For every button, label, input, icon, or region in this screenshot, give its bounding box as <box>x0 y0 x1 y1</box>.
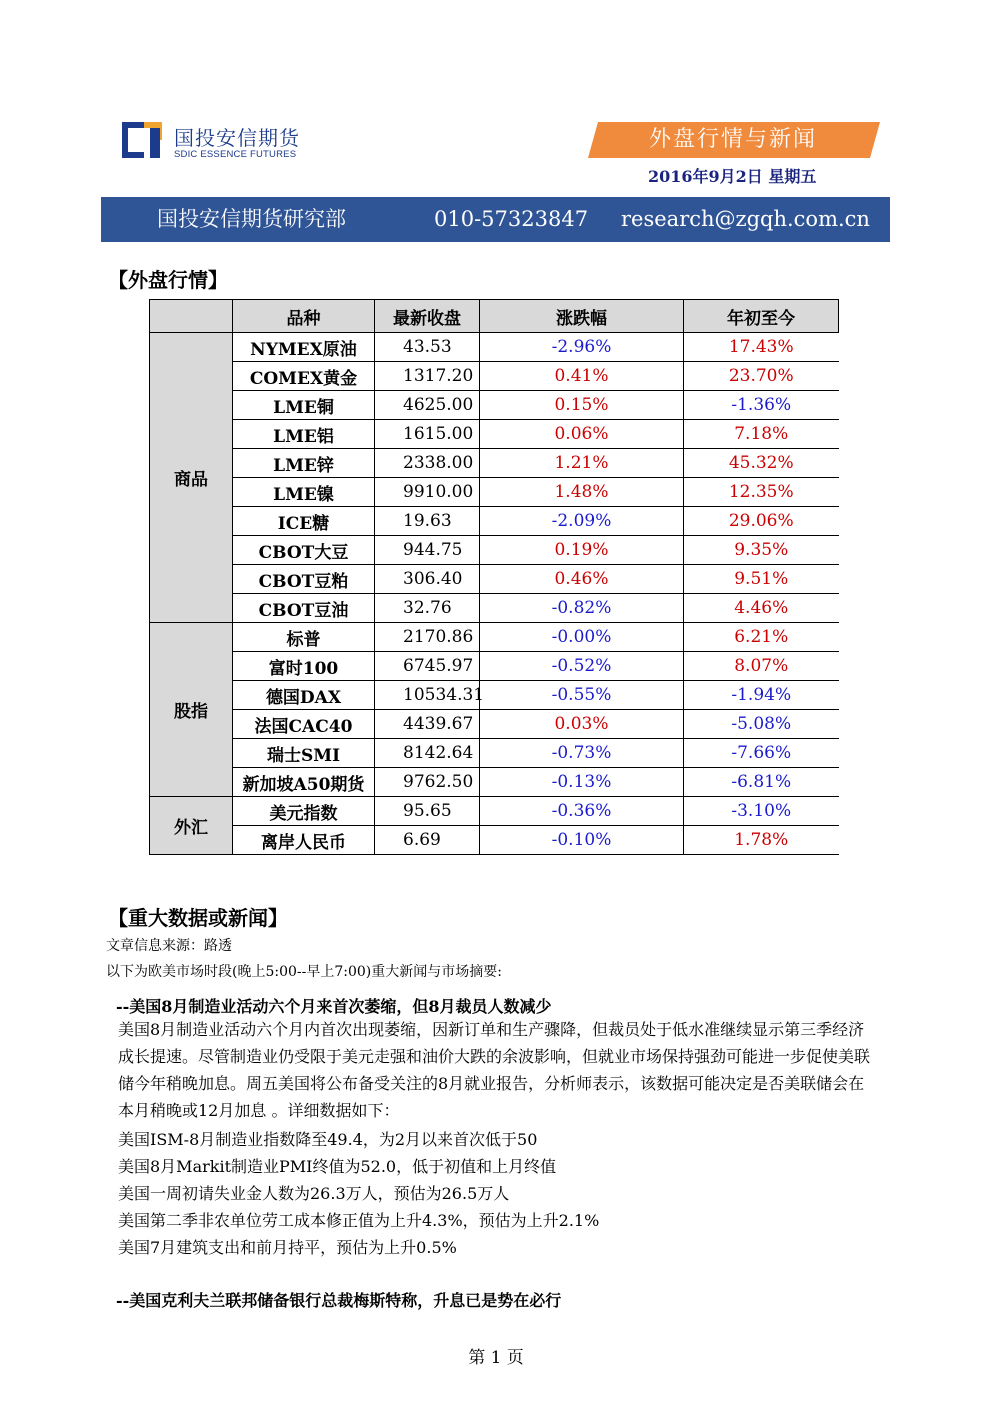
instrument-name-cell: COMEX黄金 <box>233 362 375 391</box>
contact-email-link[interactable]: research@zgqh.com.cn <box>621 207 870 231</box>
close-price-cell: 2170.86 <box>375 623 480 652</box>
ytd-cell: -1.94% <box>684 681 839 710</box>
market-quotes-table <box>149 299 839 855</box>
change-cell: -0.10% <box>480 826 684 855</box>
change-cell: -2.09% <box>480 507 684 536</box>
change-cell: -0.13% <box>480 768 684 797</box>
header-close: 最新收盘 <box>375 300 480 333</box>
ytd-cell: 8.07% <box>684 652 839 681</box>
close-price-cell: 2338.00 <box>375 449 480 478</box>
table-row <box>150 507 839 536</box>
instrument-name-cell: ICE糖 <box>233 507 375 536</box>
table-row <box>150 739 839 768</box>
table-row <box>150 681 839 710</box>
instrument-name-cell: CBOT大豆 <box>233 536 375 565</box>
ytd-cell: -5.08% <box>684 710 839 739</box>
change-cell: -0.52% <box>480 652 684 681</box>
ytd-cell: 1.78% <box>684 826 839 855</box>
close-price-cell: 306.40 <box>375 565 480 594</box>
change-cell: 0.15% <box>480 391 684 420</box>
instrument-name-cell: 美元指数 <box>233 797 375 826</box>
ytd-cell: 23.70% <box>684 362 839 391</box>
ytd-cell: 7.18% <box>684 420 839 449</box>
company-logo <box>122 118 322 166</box>
change-cell: 1.48% <box>480 478 684 507</box>
table-row <box>150 536 839 565</box>
brand-name-cn: 国投安信期货 <box>174 126 300 150</box>
logo-mark-icon <box>122 118 164 158</box>
table-row <box>150 594 839 623</box>
change-cell: -0.36% <box>480 797 684 826</box>
table-row <box>150 449 839 478</box>
category-cell: 外汇 <box>150 797 233 855</box>
close-price-cell: 4439.67 <box>375 710 480 739</box>
change-cell: 0.03% <box>480 710 684 739</box>
close-price-cell: 944.75 <box>375 536 480 565</box>
news-headline-2: --美国克利夫兰联邦储备银行总裁梅斯特称，升息已是势在必行 <box>116 1291 562 1310</box>
news-detail-5: 美国7月建筑支出和前月持平，预估为上升0.5% <box>118 1238 457 1257</box>
change-cell: 1.21% <box>480 449 684 478</box>
table-row <box>150 391 839 420</box>
close-price-cell: 95.65 <box>375 797 480 826</box>
news-detail-2: 美国8月Markit制造业PMI终值为52.0，低于初值和上月终值 <box>118 1157 557 1176</box>
header-change: 涨跌幅 <box>480 300 684 333</box>
ytd-cell: 9.35% <box>684 536 839 565</box>
table-row <box>150 768 839 797</box>
instrument-name-cell: 离岸人民币 <box>233 826 375 855</box>
report-date: 2016年9月2日 星期五 <box>648 167 817 186</box>
news-source: 文章信息来源：路透 <box>106 938 232 954</box>
close-price-cell: 8142.64 <box>375 739 480 768</box>
ytd-cell: 45.32% <box>684 449 839 478</box>
ytd-cell: 9.51% <box>684 565 839 594</box>
close-price-cell: 6.69 <box>375 826 480 855</box>
instrument-name-cell: 法国CAC40 <box>233 710 375 739</box>
table-row <box>150 623 839 652</box>
report-banner <box>588 122 888 158</box>
table-row <box>150 362 839 391</box>
close-price-cell: 32.76 <box>375 594 480 623</box>
instrument-name-cell: 标普 <box>233 623 375 652</box>
news-detail-1: 美国ISM-8月制造业指数降至49.4，为2月以来首次低于50 <box>118 1130 538 1149</box>
table-row <box>150 652 839 681</box>
instrument-name-cell: LME锌 <box>233 449 375 478</box>
close-price-cell: 9762.50 <box>375 768 480 797</box>
ytd-cell: -3.10% <box>684 797 839 826</box>
table-row <box>150 710 839 739</box>
ytd-cell: 29.06% <box>684 507 839 536</box>
contact-phone: 010-57323847 <box>434 207 589 231</box>
instrument-name-cell: NYMEX原油 <box>233 333 375 362</box>
close-price-cell: 19.63 <box>375 507 480 536</box>
table-row <box>150 478 839 507</box>
ytd-cell: 17.43% <box>684 333 839 362</box>
instrument-name-cell: 德国DAX <box>233 681 375 710</box>
contact-bar <box>101 197 890 242</box>
table-row <box>150 797 839 826</box>
header-ytd: 年初至今 <box>684 300 839 333</box>
instrument-name-cell: LME铝 <box>233 420 375 449</box>
ytd-cell: -1.36% <box>684 391 839 420</box>
change-cell: -0.82% <box>480 594 684 623</box>
news-headline-1: --美国8月制造业活动六个月来首次萎缩，但8月裁员人数减少 <box>116 997 552 1016</box>
ytd-cell: -7.66% <box>684 739 839 768</box>
instrument-name-cell: CBOT豆粕 <box>233 565 375 594</box>
table-header-row <box>150 300 839 333</box>
news-section-title: 【重大数据或新闻】 <box>108 906 288 930</box>
instrument-name-cell: LME铜 <box>233 391 375 420</box>
instrument-name-cell: CBOT豆油 <box>233 594 375 623</box>
ytd-cell: 6.21% <box>684 623 839 652</box>
close-price-cell: 1615.00 <box>375 420 480 449</box>
instrument-name-cell: 新加坡A50期货 <box>233 768 375 797</box>
table-row <box>150 333 839 362</box>
close-price-cell: 1317.20 <box>375 362 480 391</box>
ytd-cell: 4.46% <box>684 594 839 623</box>
change-cell: -0.73% <box>480 739 684 768</box>
change-cell: 0.06% <box>480 420 684 449</box>
change-cell: 0.41% <box>480 362 684 391</box>
close-price-cell: 43.53 <box>375 333 480 362</box>
table-row <box>150 826 839 855</box>
change-cell: -0.55% <box>480 681 684 710</box>
banner-title: 外盘行情与新闻 <box>648 127 817 152</box>
table-row <box>150 420 839 449</box>
page-number: 第 1 页 <box>468 1348 524 1368</box>
research-dept: 国投安信期货研究部 <box>157 207 346 231</box>
close-price-cell: 9910.00 <box>375 478 480 507</box>
close-price-cell: 10534.31 <box>375 681 480 710</box>
change-cell: 0.19% <box>480 536 684 565</box>
news-intro: 以下为欧美市场时段(晚上5:00--早上7:00)重大新闻与市场摘要: <box>106 964 502 980</box>
change-cell: 0.46% <box>480 565 684 594</box>
news-detail-3: 美国一周初请失业金人数为26.3万人，预估为26.5万人 <box>118 1184 510 1203</box>
header-blank <box>150 300 233 333</box>
change-cell: -0.00% <box>480 623 684 652</box>
instrument-name-cell: 瑞士SMI <box>233 739 375 768</box>
news-detail-4: 美国第二季非农单位劳工成本修正值为上升4.3%，预估为上升2.1% <box>118 1211 600 1230</box>
header-instrument: 品种 <box>233 300 375 333</box>
category-cell: 商品 <box>150 333 233 623</box>
change-cell: -2.96% <box>480 333 684 362</box>
close-price-cell: 6745.97 <box>375 652 480 681</box>
instrument-name-cell: 富时100 <box>233 652 375 681</box>
ytd-cell: 12.35% <box>684 478 839 507</box>
market-section-title: 【外盘行情】 <box>108 268 228 292</box>
category-cell: 股指 <box>150 623 233 797</box>
ytd-cell: -6.81% <box>684 768 839 797</box>
brand-name-en: SDIC ESSENCE FUTURES <box>174 149 297 160</box>
table-row <box>150 565 839 594</box>
instrument-name-cell: LME镍 <box>233 478 375 507</box>
close-price-cell: 4625.00 <box>375 391 480 420</box>
news-paragraph-1: 美国8月制造业活动六个月内首次出现萎缩，因新订单和生产骤降，但裁员处于低水准继续显示第三季经济成长提速。尽管制造业仍受限于美元走强和油价大跌的余波影响，但就业市场保持强劲可能进一步促使美联储今年稍晚加息。周五美国将公布备受关注的8月就业报告，分析师表示，该数据可能决定是否美联储会在本月稍晚或12月加息 。详细数据如下： <box>118 1020 871 1120</box>
